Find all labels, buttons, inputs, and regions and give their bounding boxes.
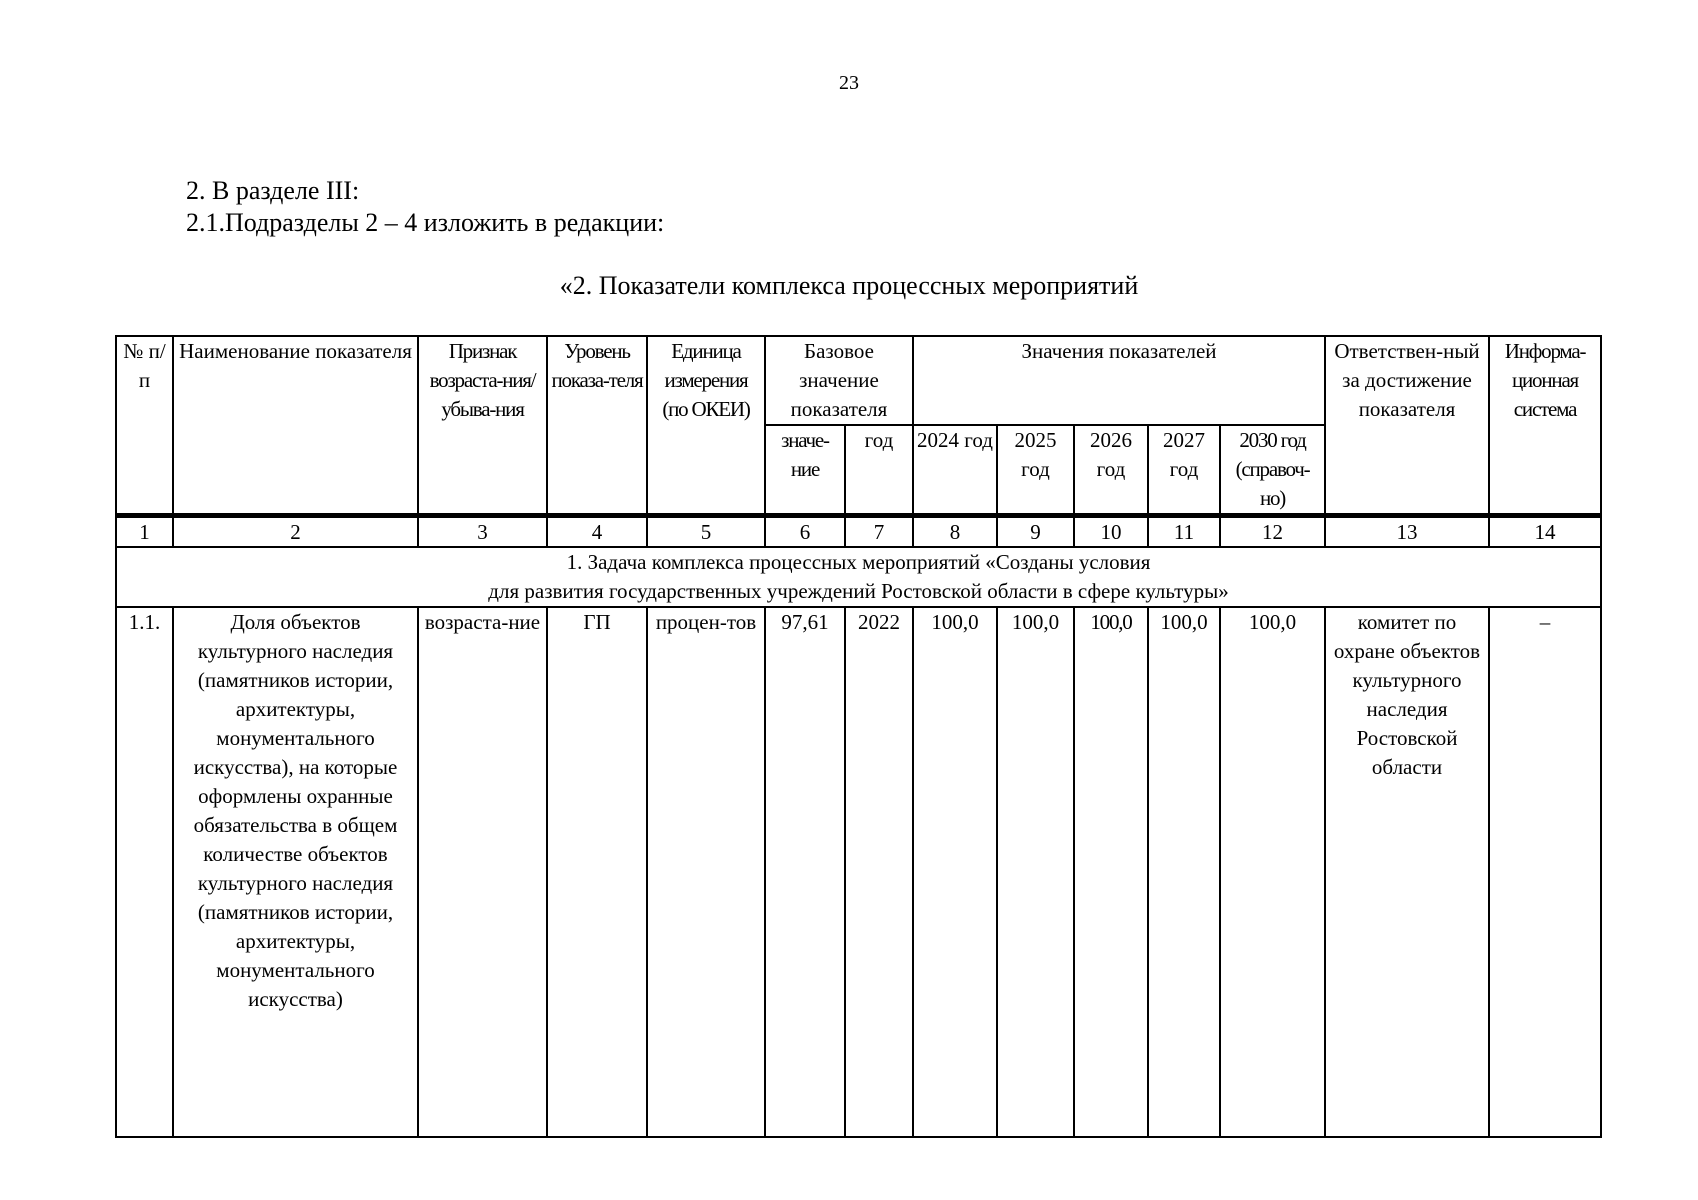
row-sign: возраста-ние — [418, 607, 547, 1137]
task-heading-line-2: для развития государственных учреждений Ростовской области в сфере культуры» — [488, 579, 1229, 603]
column-number: 7 — [845, 516, 913, 548]
column-number: 10 — [1074, 516, 1148, 548]
column-number: 6 — [765, 516, 845, 548]
row-num: 1.1. — [116, 607, 173, 1137]
header-2030: 2030 год (справоч-но) — [1220, 425, 1325, 516]
column-number: 14 — [1489, 516, 1601, 548]
table-row — [116, 607, 1601, 1137]
indicators-table — [115, 335, 1602, 1138]
page-number: 23 — [839, 72, 859, 94]
row-2024: 100,0 — [913, 607, 997, 1137]
header-base: Базовое значение показателя — [765, 336, 913, 425]
row-base-year: 2022 — [845, 607, 913, 1137]
intro-line-2: 2.1.Подразделы 2 – 4 изложить в редакции: — [186, 208, 665, 237]
header-2024: 2024 год — [913, 425, 997, 516]
row-2025: 100,0 — [997, 607, 1074, 1137]
header-name: Наименование показателя — [173, 336, 418, 516]
column-number: 11 — [1148, 516, 1220, 548]
header-unit: Единица измерения (по ОКЕИ) — [647, 336, 765, 516]
header-num: № п/п — [116, 336, 173, 516]
intro-line-1: 2. В разделе III: — [186, 176, 360, 205]
column-number: 2 — [173, 516, 418, 548]
task-heading-line-1: 1. Задача комплекса процессных мероприятий «Созданы условия — [566, 550, 1151, 574]
task-heading — [116, 547, 1601, 607]
header-level: Уровень показа-теля — [547, 336, 647, 516]
header-2026: 2026 год — [1074, 425, 1148, 516]
row-2026: 100,0 — [1074, 607, 1148, 1137]
column-number: 13 — [1325, 516, 1489, 548]
column-number: 12 — [1220, 516, 1325, 548]
header-base-year: год — [845, 425, 913, 516]
header-base-value: значе-ние — [765, 425, 845, 516]
row-2030: 100,0 — [1220, 607, 1325, 1137]
header-info-system: Информа-ционная система — [1489, 336, 1601, 516]
section-title: «2. Показатели комплекса процессных мероприятий — [559, 271, 1139, 300]
header-responsible: Ответствен-ный за достижение показателя — [1325, 336, 1489, 516]
row-name: Доля объектов культурного наследия (памятников истории, архитектуры, монументального искусства), на которые оформлены охранные обязательства в общем количестве объектов культурного наследия (памятников истории, архитектуры, монументального искусства) — [173, 607, 418, 1137]
header-sign: Признак возраста-ния/убыва-ния — [418, 336, 547, 516]
column-number: 8 — [913, 516, 997, 548]
header-2027: 2027 год — [1148, 425, 1220, 516]
header-values: Значения показателей — [913, 336, 1325, 425]
column-number: 9 — [997, 516, 1074, 548]
row-base-value: 97,61 — [765, 607, 845, 1137]
header-2025: 2025 год — [997, 425, 1074, 516]
column-number: 5 — [647, 516, 765, 548]
column-number: 4 — [547, 516, 647, 548]
row-info-system: – — [1489, 607, 1601, 1137]
row-unit: процен-тов — [647, 607, 765, 1137]
row-responsible: комитет по охране объектов культурного наследия Ростовской области — [1325, 607, 1489, 1137]
column-number: 1 — [116, 516, 173, 548]
row-level: ГП — [547, 607, 647, 1137]
column-number: 3 — [418, 516, 547, 548]
row-2027: 100,0 — [1148, 607, 1220, 1137]
